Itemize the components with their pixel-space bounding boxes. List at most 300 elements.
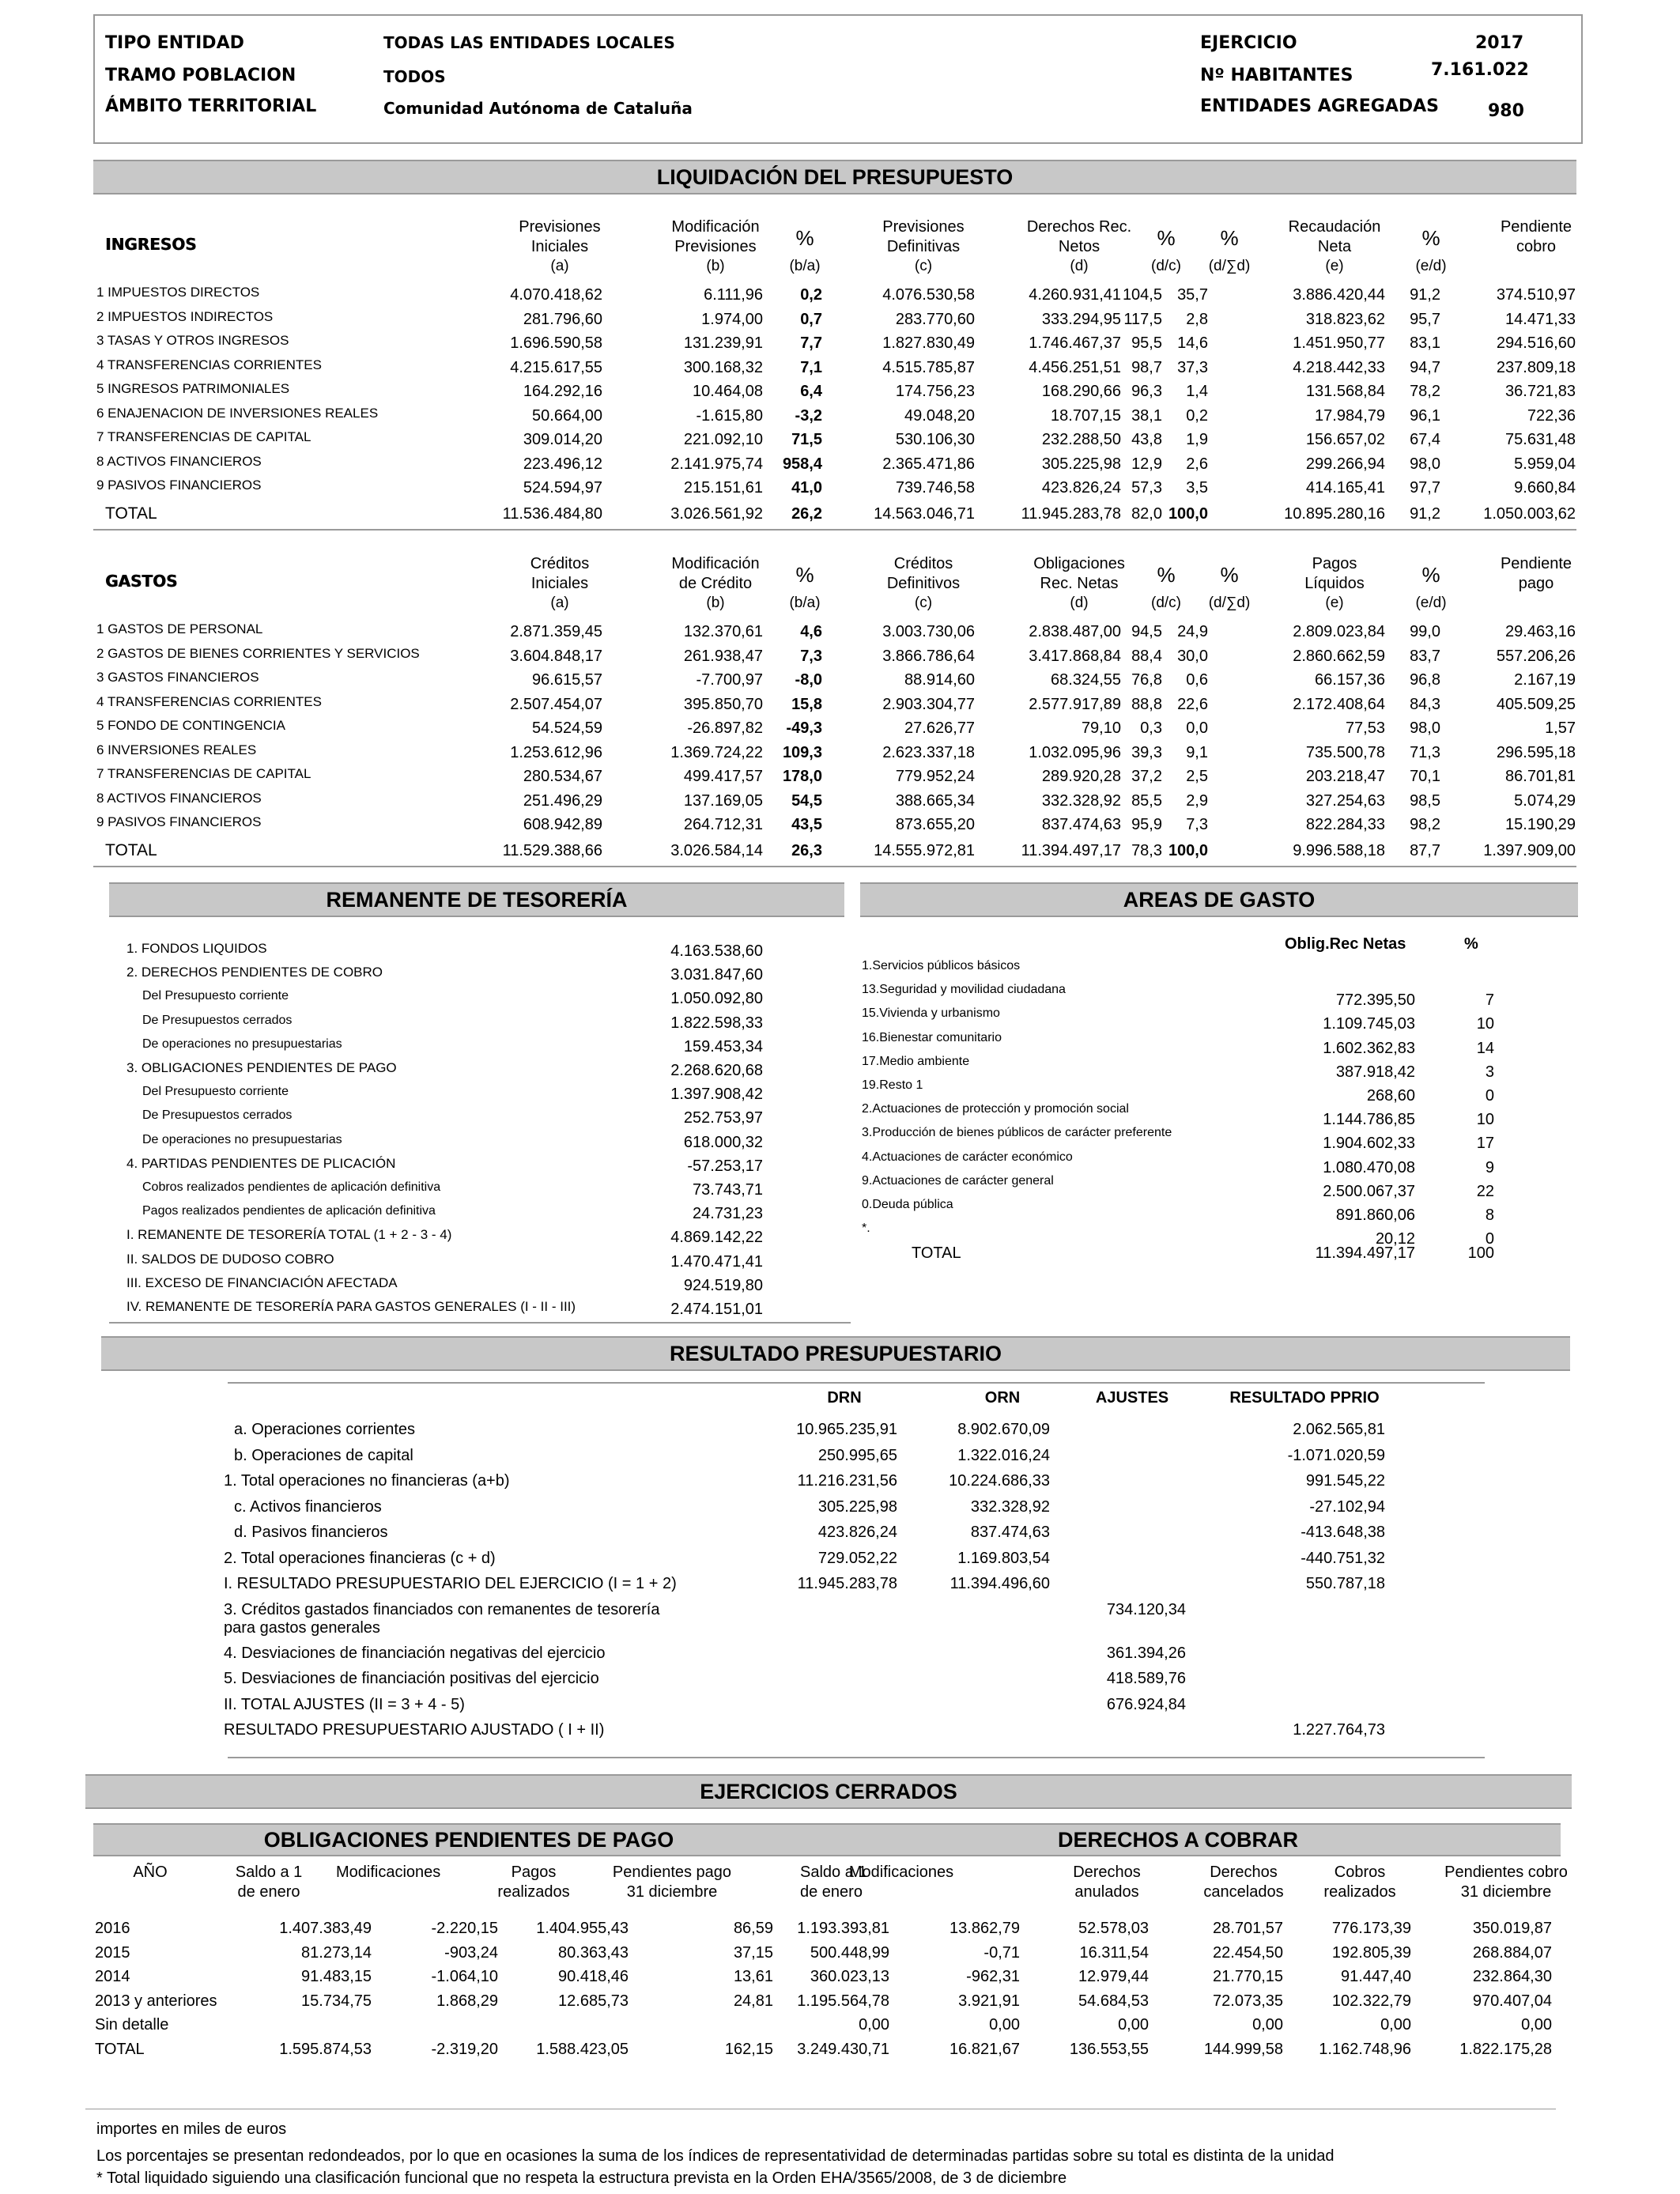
remanente-label: I. REMANENTE DE TESORERÍA TOTAL (1 + 2 - 3 - 4) — [126, 1227, 452, 1243]
ambito-value: Comunidad Autónoma de Cataluña — [383, 99, 693, 118]
table-cell: 37,2 — [1131, 768, 1162, 785]
table-cell: 29.463,16 — [1505, 623, 1576, 640]
resultado-value: -440.751,32 — [1301, 1549, 1385, 1567]
table-cell: 1.253.612,96 — [510, 743, 602, 761]
column-header-formula: (c) — [914, 258, 933, 274]
table-cell: 4.456.251,51 — [1029, 358, 1121, 376]
habitantes-value: 7.161.022 — [1431, 60, 1529, 80]
remanente-value: 73.743,71 — [693, 1181, 763, 1199]
cerrados-column-header: Modificaciones — [336, 1864, 441, 1881]
area-label: *. — [862, 1222, 870, 1236]
cerrados-cell: 268.884,07 — [1472, 1943, 1552, 1962]
table-cell: 104,5 — [1122, 286, 1162, 304]
ambito-label: ÁMBITO TERRITORIAL — [105, 96, 317, 116]
row-label: 7 TRANSFERENCIAS DE CAPITAL — [96, 766, 311, 781]
table-cell: 524.594,97 — [523, 479, 602, 497]
column-header: % — [1421, 563, 1440, 587]
table-cell: 251.496,29 — [523, 791, 602, 810]
table-cell: 318.823,62 — [1305, 310, 1385, 328]
column-header-formula: (e/d) — [1415, 595, 1447, 611]
table-cell: 2,8 — [1186, 310, 1208, 328]
cerrados-column-header: Pagos — [511, 1864, 557, 1881]
table-cell: 95,9 — [1131, 816, 1162, 833]
cerrados-cell: -2.319,20 — [431, 2040, 498, 2058]
area-value: 387.918,42 — [1335, 1063, 1415, 1081]
cerrados-cell: 24,81 — [733, 1992, 773, 2010]
table-cell: 117,5 — [1123, 310, 1162, 328]
resultado-label: 1. Total operaciones no financieras (a+b) — [224, 1472, 510, 1490]
total-cell: 82,0 — [1131, 504, 1162, 523]
column-header-formula: (d) — [1070, 258, 1089, 274]
table-cell: 9.660,84 — [1514, 479, 1576, 497]
remanente-value: 4.869.142,22 — [670, 1229, 763, 1247]
area-value: 891.860,06 — [1335, 1207, 1415, 1224]
row-label: 2 IMPUESTOS INDIRECTOS — [96, 308, 274, 324]
cerrados-cell: 91.483,15 — [301, 1968, 372, 1985]
table-cell: 6,4 — [800, 383, 822, 400]
cerrados-cell: 0,00 — [859, 2016, 889, 2034]
table-cell: 822.284,33 — [1305, 816, 1385, 833]
area-pct: 3 — [1485, 1063, 1494, 1081]
total-cell: 11.536.484,80 — [502, 504, 602, 523]
column-header: Iniciales — [530, 238, 589, 255]
column-header-formula: (c) — [914, 595, 933, 611]
areas-total-value: 11.394.497,17 — [1315, 1244, 1415, 1262]
areas-total-label: TOTAL — [912, 1244, 961, 1262]
table-cell: 50.664,00 — [532, 406, 602, 425]
remanente-title: REMANENTE DE TESORERÍA — [109, 882, 844, 917]
table-cell: 374.510,97 — [1496, 286, 1576, 304]
table-cell: 499.417,57 — [683, 768, 763, 785]
table-cell: 2.838.487,00 — [1029, 623, 1121, 640]
column-header: % — [1421, 226, 1440, 250]
total-cell: 100,0 — [1168, 504, 1208, 523]
cerrados-column-header: Cobros — [1334, 1864, 1386, 1881]
table-cell: 36.721,83 — [1505, 383, 1576, 400]
table-cell: 71,3 — [1410, 743, 1440, 761]
remanente-label: Del Presupuesto corriente — [142, 989, 289, 1003]
table-cell: 2.860.662,59 — [1293, 647, 1385, 665]
table-cell: 305.225,98 — [1041, 455, 1121, 473]
remanente-value: 1.822.598,33 — [670, 1014, 763, 1032]
table-cell: 5.959,04 — [1514, 455, 1576, 473]
area-value: 1.904.602,33 — [1323, 1135, 1415, 1153]
remanente-value: 252.753,97 — [683, 1109, 763, 1127]
cerrados-cell: 52.578,03 — [1078, 1920, 1149, 1937]
table-cell: 2.623.337,18 — [882, 743, 975, 761]
row-label: 9 PASIVOS FINANCIEROS — [96, 478, 262, 493]
areas-pct-header: % — [1464, 935, 1478, 953]
table-cell: 78,2 — [1410, 383, 1440, 400]
table-cell: 54.524,59 — [532, 719, 602, 737]
ejercicio-value: 2017 — [1475, 33, 1524, 53]
total-label: TOTAL — [105, 840, 157, 859]
cerrados-column-header: AÑO — [133, 1864, 168, 1881]
table-cell: 98,0 — [1410, 455, 1440, 473]
table-cell: 5.074,29 — [1514, 791, 1576, 810]
obligaciones-title: OBLIGACIONES PENDIENTES DE PAGO — [93, 1823, 844, 1856]
cerrados-cell: 22.454,50 — [1213, 1943, 1283, 1962]
table-cell: 2.577.917,89 — [1029, 695, 1121, 713]
remanente-value: 1.397.908,42 — [670, 1086, 763, 1104]
column-header: Iniciales — [530, 575, 589, 592]
table-cell: 4.218.442,33 — [1293, 358, 1385, 376]
resultado-label: 4. Desviaciones de financiación negativas del ejercicio — [224, 1644, 606, 1662]
table-cell: 722,36 — [1527, 406, 1576, 425]
table-cell: 7,7 — [800, 334, 822, 352]
cerrados-column-header: realizados — [497, 1883, 570, 1901]
cerrados-cell: 12.685,73 — [558, 1992, 629, 2010]
resultado-label: RESULTADO PRESUPUESTARIO AJUSTADO ( I + II) — [224, 1721, 605, 1739]
table-cell: 280.534,67 — [523, 768, 602, 785]
table-cell: 14.471,33 — [1505, 310, 1576, 328]
area-value: 1.080.470,08 — [1323, 1158, 1415, 1176]
resultado-label: 2. Total operaciones financieras (c + d) — [224, 1549, 496, 1567]
resultado-bottom-line — [228, 1757, 1485, 1758]
table-cell: 289.920,28 — [1041, 768, 1121, 785]
table-cell: 221.092,10 — [683, 431, 763, 448]
column-header: Pendiente — [1500, 218, 1572, 236]
column-header-formula: (d/∑d) — [1208, 595, 1251, 611]
table-cell: 156.657,02 — [1305, 431, 1385, 448]
resultado-label: a. Operaciones corrientes — [234, 1421, 416, 1438]
column-header: Créditos — [530, 555, 590, 572]
cerrados-cell: 80.363,43 — [558, 1943, 629, 1962]
cerrados-cell: 90.418,46 — [558, 1968, 629, 1985]
remanente-value: 924.519,80 — [683, 1276, 763, 1294]
table-cell: 2,6 — [1186, 455, 1208, 473]
row-label: 8 ACTIVOS FINANCIEROS — [96, 453, 262, 469]
table-cell: 98,2 — [1410, 816, 1440, 833]
cerrados-cell: -0,71 — [983, 1943, 1020, 1962]
total-cell: 78,3 — [1131, 841, 1162, 859]
cerrados-cell: 232.864,30 — [1472, 1968, 1552, 1985]
cerrados-row-label: 2015 — [95, 1943, 130, 1962]
column-header: Neta — [1317, 238, 1352, 255]
resultado-label-cont: para gastos generales — [224, 1618, 380, 1637]
cerrados-row-label: 2013 y anteriores — [95, 1992, 217, 2010]
table-cell: 95,7 — [1410, 310, 1440, 328]
table-cell: -49,3 — [786, 719, 822, 737]
table-cell: 294.516,60 — [1496, 334, 1576, 352]
table-cell: 7,3 — [1186, 816, 1208, 833]
resultado-label: 5. Desviaciones de financiación positivas del ejercicio — [224, 1670, 599, 1687]
table-cell: 57,3 — [1131, 479, 1162, 497]
total-cell: 10.895.280,16 — [1284, 504, 1385, 523]
table-cell: 0,6 — [1186, 671, 1208, 689]
table-cell: 3.866.786,64 — [882, 647, 975, 665]
row-label: 6 INVERSIONES REALES — [96, 742, 257, 757]
remanente-value: 2.268.620,68 — [670, 1062, 763, 1079]
table-cell: 85,5 — [1131, 791, 1162, 810]
column-header: cobro — [1516, 238, 1557, 255]
table-cell: 388.665,34 — [895, 791, 975, 810]
table-cell: 75.631,48 — [1505, 431, 1576, 448]
column-header: Modificación — [671, 218, 760, 236]
total-cell: 26,2 — [791, 504, 822, 523]
area-label: 2.Actuaciones de protección y promoción social — [862, 1102, 1129, 1116]
table-cell: 10.464,08 — [693, 383, 763, 400]
table-cell: 0,3 — [1140, 719, 1162, 737]
table-cell: 88.914,60 — [904, 671, 975, 689]
cerrados-column-header: realizados — [1323, 1883, 1396, 1901]
section-divider — [93, 529, 1576, 531]
cerrados-cell: 1.404.955,43 — [536, 1920, 629, 1937]
column-header: pago — [1518, 575, 1554, 592]
table-cell: 76,8 — [1131, 671, 1162, 689]
total-cell: 87,7 — [1410, 841, 1440, 859]
table-cell: 132.370,61 — [683, 623, 763, 640]
ingresos-section-label: INGRESOS — [105, 235, 197, 254]
entidades-value: 980 — [1488, 101, 1524, 121]
tramo-label: TRAMO POBLACION — [105, 66, 296, 85]
cerrados-row-label: 2014 — [95, 1968, 130, 1985]
area-value: 2.500.067,37 — [1323, 1182, 1415, 1200]
remanente-label: IV. REMANENTE DE TESORERÍA PARA GASTOS GENERALES (I - II - III) — [126, 1299, 576, 1314]
resultado-value: 305.225,98 — [817, 1497, 897, 1516]
cerrados-cell: -1.064,10 — [431, 1968, 498, 1985]
cerrados-cell: 1.822.175,28 — [1459, 2040, 1552, 2058]
resultado-label: II. TOTAL AJUSTES (II = 3 + 4 - 5) — [224, 1695, 465, 1713]
table-cell: 137.169,05 — [683, 791, 763, 810]
table-cell: 24,9 — [1177, 623, 1208, 640]
table-cell: 873.655,20 — [895, 816, 975, 833]
column-header: de Crédito — [678, 575, 753, 592]
cerrados-column-header: Pendientes pago — [612, 1864, 732, 1881]
table-cell: 332.328,92 — [1041, 791, 1121, 810]
table-cell: 68.324,55 — [1051, 671, 1121, 689]
column-header-formula: (b) — [706, 595, 725, 611]
cerrados-column-header: anulados — [1074, 1883, 1139, 1901]
resultado-value: 11.945.283,78 — [797, 1575, 897, 1592]
table-cell: 37,3 — [1177, 358, 1208, 376]
column-header: Modificación — [671, 555, 760, 572]
table-cell: 735.500,78 — [1305, 743, 1385, 761]
table-cell: 3.604.848,17 — [510, 647, 602, 665]
area-value: 1.602.362,83 — [1323, 1039, 1415, 1057]
table-cell: 232.288,50 — [1041, 431, 1121, 448]
resultado-value: 8.902.670,09 — [957, 1421, 1050, 1438]
table-cell: 3.886.420,44 — [1293, 286, 1385, 304]
table-cell: 174.756,23 — [895, 383, 975, 400]
table-cell: 309.014,20 — [523, 431, 602, 448]
cerrados-cell: 192.805,39 — [1331, 1943, 1411, 1962]
entidades-label: ENTIDADES AGREGADAS — [1200, 96, 1439, 116]
area-pct: 0 — [1485, 1087, 1494, 1105]
table-cell: 77,53 — [1345, 719, 1385, 737]
table-cell: 779.952,24 — [895, 768, 975, 785]
table-cell: 1.827.830,49 — [882, 334, 975, 352]
table-cell: 38,1 — [1131, 406, 1162, 425]
remanente-label: De Presupuestos cerrados — [142, 1013, 293, 1027]
area-label: 4.Actuaciones de carácter económico — [862, 1150, 1073, 1164]
header-box — [93, 14, 1583, 144]
table-cell: 2.507.454,07 — [510, 695, 602, 713]
row-label: 7 TRANSFERENCIAS DE CAPITAL — [96, 429, 311, 444]
area-label: 16.Bienestar comunitario — [862, 1030, 1002, 1044]
table-cell: 94,7 — [1410, 358, 1440, 376]
table-cell: 2,9 — [1186, 791, 1208, 810]
total-cell: 91,2 — [1410, 504, 1440, 523]
table-cell: 14,6 — [1177, 334, 1208, 352]
table-cell: 70,1 — [1410, 768, 1440, 785]
areas-title: AREAS DE GASTO — [860, 882, 1578, 917]
resultado-label: b. Operaciones de capital — [234, 1446, 413, 1464]
remanente-value: 3.031.847,60 — [670, 966, 763, 984]
resultado-value: 1.169.803,54 — [957, 1549, 1050, 1567]
area-label: 1.Servicios públicos básicos — [862, 959, 1021, 972]
cerrados-cell: 0,00 — [1252, 2016, 1283, 2034]
table-cell: 12,9 — [1131, 455, 1162, 473]
cerrados-cell: 3.921,91 — [958, 1992, 1020, 2010]
liquidacion-title: LIQUIDACIÓN DEL PRESUPUESTO — [93, 160, 1576, 194]
table-cell: 35,7 — [1177, 286, 1208, 304]
table-cell: 131.568,84 — [1305, 383, 1385, 400]
total-cell: 100,0 — [1168, 841, 1208, 859]
gastos-section-label: GASTOS — [105, 572, 178, 591]
cerrados-cell: 86,59 — [733, 1920, 773, 1937]
cerrados-cell: -903,24 — [444, 1943, 498, 1962]
total-cell: 1.050.003,62 — [1483, 504, 1576, 523]
resultado-value: 332.328,92 — [970, 1497, 1050, 1516]
table-cell: 414.165,41 — [1305, 479, 1385, 497]
cerrados-cell: 1.595.874,53 — [279, 2040, 372, 2058]
column-header: Rec. Netas — [1040, 575, 1119, 592]
resultado-value: 1.227.764,73 — [1293, 1721, 1385, 1739]
table-cell: 4,6 — [800, 623, 822, 640]
cerrados-cell: 12.979,44 — [1078, 1968, 1149, 1985]
table-cell: 4.215.617,55 — [510, 358, 602, 376]
table-cell: 91,2 — [1410, 286, 1440, 304]
total-cell: 11.394.497,17 — [1021, 841, 1121, 859]
resultado-label: I. RESULTADO PRESUPUESTARIO DEL EJERCICIO (I = 1 + 2) — [224, 1575, 677, 1592]
table-cell: 4.515.785,87 — [882, 358, 975, 376]
table-cell: 88,4 — [1131, 647, 1162, 665]
remanente-label: De operaciones no presupuestarias — [142, 1132, 342, 1146]
total-cell: 14.563.046,71 — [874, 504, 975, 523]
area-pct: 9 — [1485, 1158, 1494, 1176]
table-cell: 15,8 — [791, 695, 822, 713]
column-header-formula: (b) — [706, 258, 725, 274]
table-cell: 0,2 — [1186, 406, 1208, 425]
table-cell: 1,57 — [1545, 719, 1576, 737]
cerrados-cell: 102.322,79 — [1331, 1992, 1411, 2010]
resultado-value: 734.120,34 — [1106, 1600, 1186, 1618]
resultado-title: RESULTADO PRESUPUESTARIO — [101, 1336, 1570, 1371]
column-header: % — [1157, 226, 1176, 250]
remanente-value: 159.453,34 — [683, 1037, 763, 1055]
column-header-formula: (b/a) — [789, 258, 821, 274]
cerrados-title: EJERCICIOS CERRADOS — [85, 1774, 1572, 1809]
footer-units: importes en miles de euros — [96, 2120, 287, 2138]
remanente-label: 2. DERECHOS PENDIENTES DE COBRO — [126, 965, 383, 980]
resultado-top-line — [228, 1382, 1485, 1384]
cerrados-column-header: Derechos — [1073, 1864, 1141, 1881]
row-label: 3 TASAS Y OTROS INGRESOS — [96, 333, 289, 348]
table-cell: 530.106,30 — [895, 431, 975, 448]
table-cell: 739.746,58 — [895, 479, 975, 497]
cerrados-column-header: 31 diciembre — [626, 1883, 718, 1901]
table-cell: 2.167,19 — [1514, 671, 1576, 689]
column-header: Pagos — [1312, 555, 1357, 572]
table-cell: 3.003.730,06 — [882, 623, 975, 640]
table-cell: 6.111,96 — [704, 286, 763, 304]
table-cell: 237.809,18 — [1496, 358, 1576, 376]
cerrados-cell: 37,15 — [733, 1943, 773, 1962]
column-header: % — [1220, 563, 1239, 587]
cerrados-cell: 360.023,13 — [810, 1968, 889, 1985]
resultado-label: 3. Créditos gastados financiados con remanentes de tesorería — [224, 1600, 660, 1618]
column-header: Netos — [1058, 238, 1100, 255]
areas-total-pct: 100 — [1467, 1244, 1494, 1262]
cerrados-cell: 1.162.748,96 — [1319, 2040, 1411, 2058]
remanente-label: Pagos realizados pendientes de aplicación definitiva — [142, 1204, 436, 1218]
table-cell: -26.897,82 — [687, 719, 763, 737]
table-cell: 22,6 — [1177, 695, 1208, 713]
column-header: Créditos — [893, 555, 953, 572]
resultado-value: -27.102,94 — [1309, 1497, 1385, 1516]
cerrados-cell: 1.407.383,49 — [279, 1920, 372, 1937]
cerrados-cell: 0,00 — [989, 2016, 1020, 2034]
column-header-formula: (b/a) — [789, 595, 821, 611]
table-cell: 557.206,26 — [1496, 647, 1576, 665]
total-label: TOTAL — [105, 504, 157, 523]
tipo-entidad-label: TIPO ENTIDAD — [105, 33, 244, 53]
row-label: 3 GASTOS FINANCIEROS — [96, 670, 259, 685]
table-cell: 88,8 — [1131, 695, 1162, 713]
cerrados-cell: 136.553,55 — [1069, 2040, 1149, 2058]
table-cell: 83,1 — [1410, 334, 1440, 352]
cerrados-row-label: TOTAL — [95, 2040, 145, 2058]
table-cell: 7,3 — [800, 647, 822, 665]
table-cell: 2.809.023,84 — [1293, 623, 1385, 640]
table-cell: 79,10 — [1081, 719, 1121, 737]
cerrados-cell: -962,31 — [966, 1968, 1020, 1985]
remanente-bottom-line — [109, 1322, 851, 1324]
resultado-column-header: ORN — [984, 1389, 1021, 1407]
total-cell: 26,3 — [791, 841, 822, 859]
area-pct: 10 — [1476, 1015, 1494, 1033]
table-cell: 1.746.467,37 — [1029, 334, 1121, 352]
areas-obl-header: Oblig.Rec Netas — [1285, 935, 1406, 953]
column-header-formula: (d/c) — [1151, 595, 1181, 611]
table-cell: -1.615,80 — [696, 406, 763, 425]
table-cell: 41,0 — [791, 479, 822, 497]
table-cell: 54,5 — [791, 791, 822, 810]
cerrados-column-header: Derechos — [1210, 1864, 1278, 1881]
area-label: 0.Deuda pública — [862, 1198, 953, 1211]
column-header: Definitivos — [886, 575, 961, 592]
table-cell: 296.595,18 — [1496, 743, 1576, 761]
table-cell: 608.942,89 — [523, 816, 602, 833]
column-header: Definitivas — [886, 238, 961, 255]
cerrados-cell: 1.195.564,78 — [797, 1992, 889, 2010]
column-header: % — [795, 226, 814, 250]
table-cell: 98,7 — [1131, 358, 1162, 376]
remanente-label: Del Presupuesto corriente — [142, 1085, 289, 1099]
cerrados-cell: 1.868,29 — [436, 1992, 498, 2010]
cerrados-column-header: 31 diciembre — [1460, 1883, 1552, 1901]
area-label: 17.Medio ambiente — [862, 1054, 970, 1068]
column-header: % — [1220, 226, 1239, 250]
cerrados-cell: 21.770,15 — [1213, 1968, 1283, 1985]
table-cell: 96,3 — [1131, 383, 1162, 400]
cerrados-column-header: Saldo a 1 — [800, 1864, 867, 1881]
table-cell: 1.696.590,58 — [510, 334, 602, 352]
table-cell: 203.218,47 — [1305, 768, 1385, 785]
cerrados-cell: 3.249.430,71 — [797, 2040, 889, 2058]
table-cell: 299.266,94 — [1305, 455, 1385, 473]
